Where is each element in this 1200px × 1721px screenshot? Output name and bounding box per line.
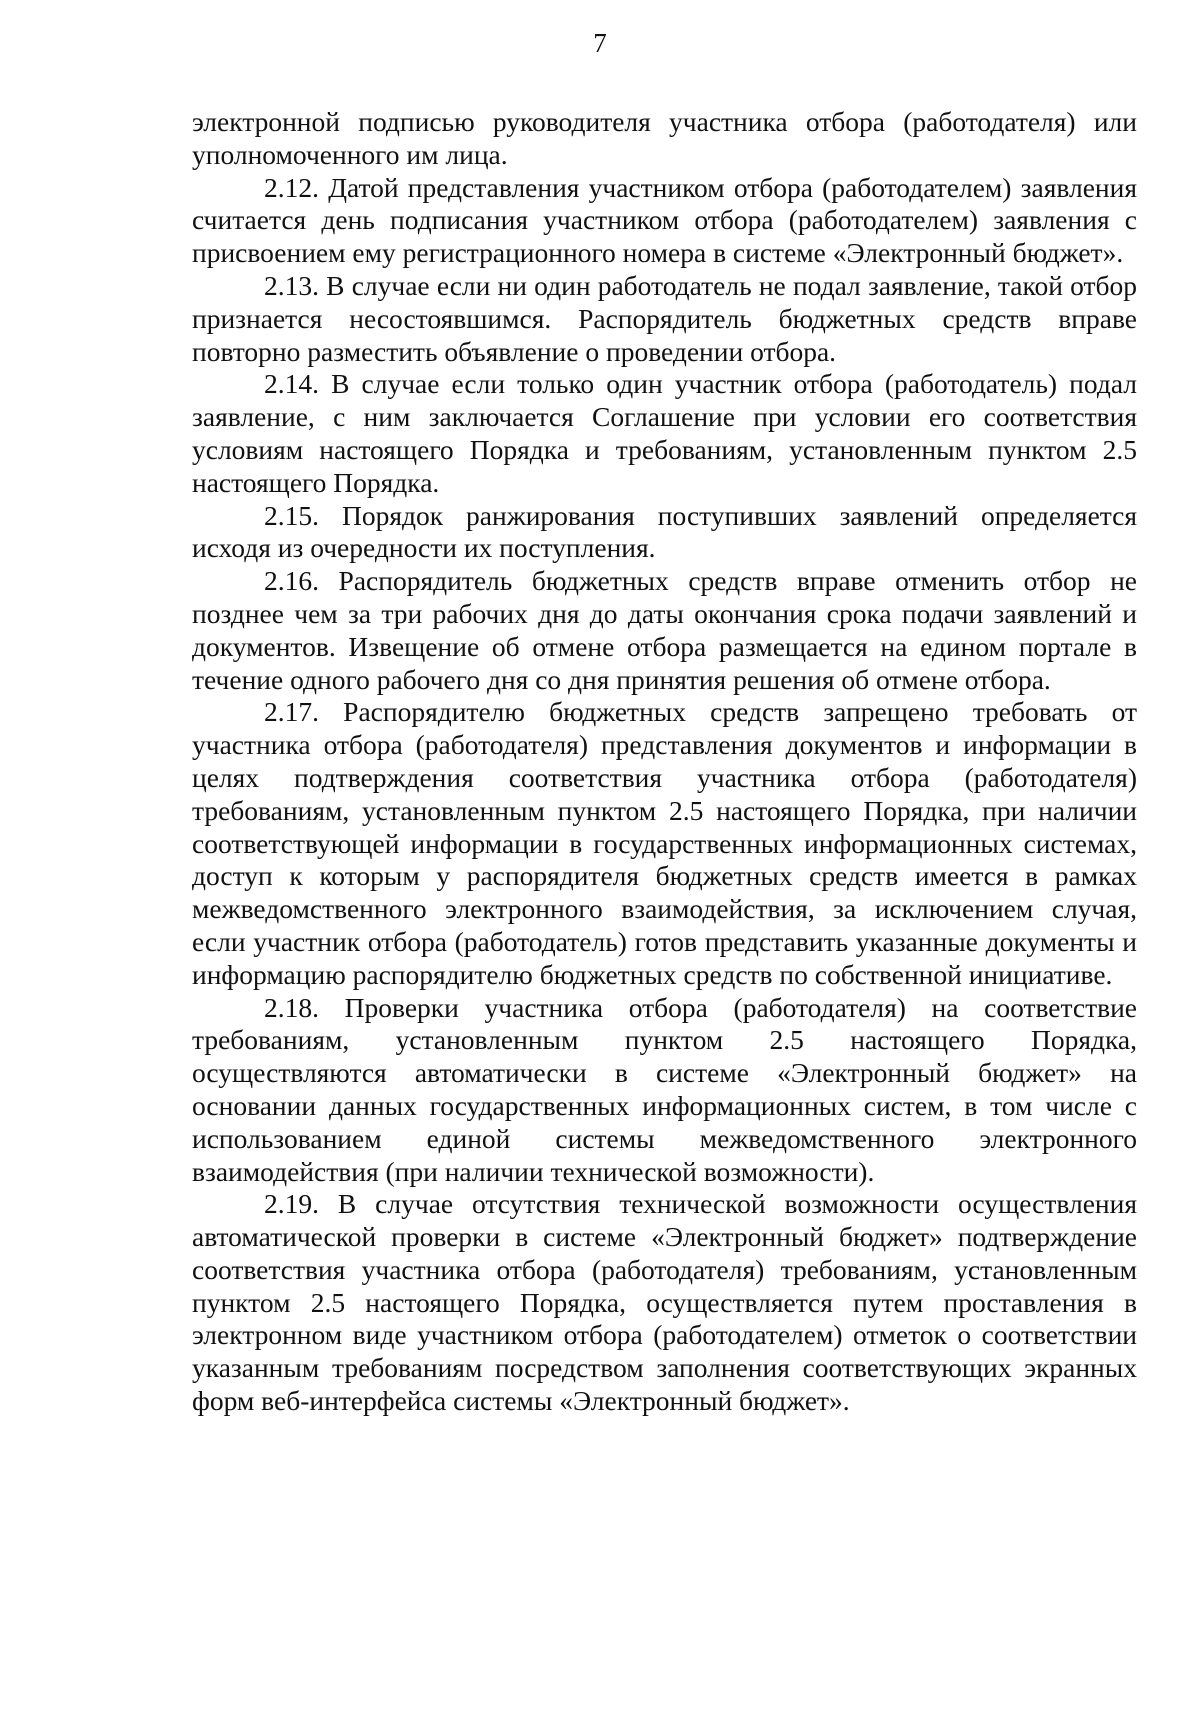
paragraph-2-13: 2.13. В случае если ни один работодатель не подал заявление, такой отбор признается несостоявшимся. Распорядитель бюджетных средств вправе повторно разместить объявление о проведении отбора. <box>192 269 1137 367</box>
document-body <box>192 106 1137 1418</box>
paragraph-2-18: 2.18. Проверки участника отбора (работодателя) на соответствие требованиям, установленным пунктом 2.5 настоящего Порядка, осуществляются автоматически в системе «Электронный бюджет» на основании данных государственных информационных систем, в том числе с использованием единой системы межведомственного электронного взаимодействия (при наличии технической возможности). <box>192 991 1137 1187</box>
paragraph-2-12: 2.12. Датой представления участником отбора (работодателем) заявления считается день подписания участником отбора (работодателем) заявления с присвоением ему регистрационного номера в системе «Электронный бюджет». <box>192 171 1137 269</box>
paragraph-2-14: 2.14. В случае если только один участник отбора (работодатель) подал заявление, с ним заключается Соглашение при условии его соответствия условиям настоящего Порядка и требованиям, установленным пунктом 2.5 настоящего Порядка. <box>192 368 1137 498</box>
page-number: 7 <box>593 28 607 58</box>
paragraph-2-19: 2.19. В случае отсутствия технической возможности осуществления автоматической проверки в системе «Электронный бюджет» подтверждение соответствия участника отбора (работодателя) требованиям, установленным пунктом 2.5 настоящего Порядка, осуществляется путем проставления в электронном виде участником отбора (работодателем) отметок о соответствии указанным требованиям посредством заполнения соответствующих экранных форм веб-интерфейса системы «Электронный бюджет». <box>192 1188 1137 1417</box>
paragraph-2-16: 2.16. Распорядитель бюджетных средств вправе отменить отбор не позднее чем за три рабочих дня до даты окончания срока подачи заявлений и документов. Извещение об отмене отбора размещается на едином портале в течение одного рабочего дня со дня принятия решения об отмене отбора. <box>192 565 1137 695</box>
paragraph-2-15: 2.15. Порядок ранжирования поступивших заявлений определяется исходя из очередности их поступления. <box>192 499 1137 564</box>
paragraph-continuation: электронной подписью руководителя участника отбора (работодателя) или уполномоченного им лица. <box>192 106 1137 170</box>
paragraph-2-17: 2.17. Распорядителю бюджетных средств запрещено требовать от участника отбора (работодателя) представления документов и информации в целях подтверждения соответствия участника отбора (работодателя) требованиям, установленным пунктом 2.5 настоящего Порядка, при наличии соответствующей информации в государственных информационных системах, доступ к которым у распорядителя бюджетных средств имеется в рамках межведомственного электронного взаимодействия, за исключением случая, если участник отбора (работодатель) готов представить указанные документы и информацию распорядителю бюджетных средств по собственной инициативе. <box>192 696 1137 990</box>
